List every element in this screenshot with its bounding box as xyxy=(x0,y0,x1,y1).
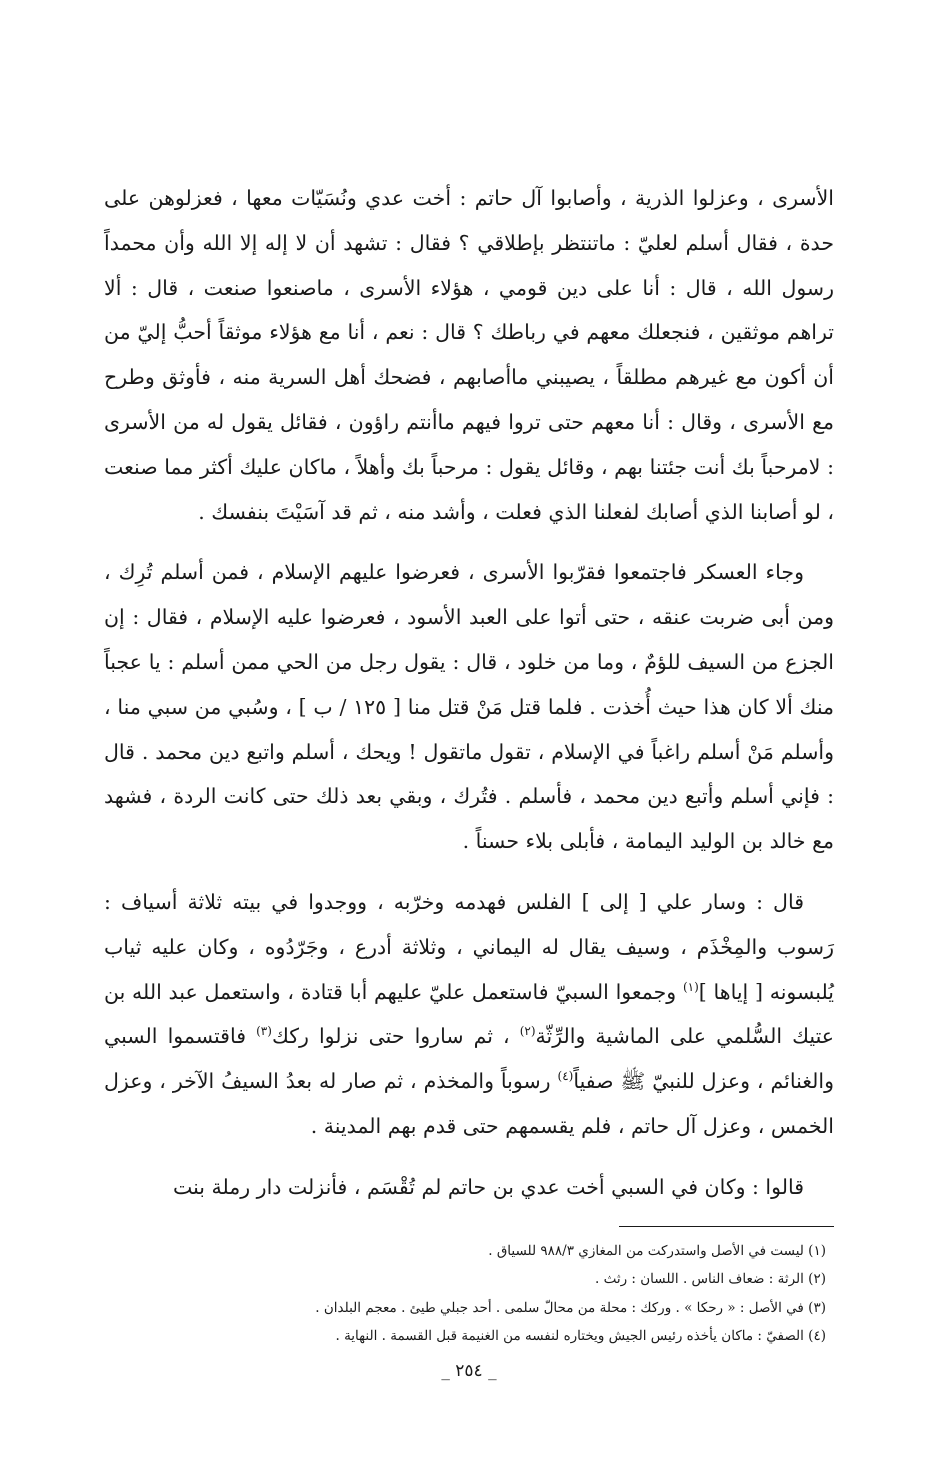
paragraph-1 xyxy=(104,176,834,534)
page-number: _ ٢٥٤ _ xyxy=(441,1360,497,1381)
footnote-ref-4: (٤) xyxy=(557,1069,574,1084)
paragraph-3-text-e: رسوباً والمخذم ، ثم صار له بعدُ السيفُ الآخر ، وعزل الخمس ، وعزل آل حاتم ، فلم يقسمهم حتى قدم بهم المدينة . xyxy=(104,1069,834,1138)
body-text xyxy=(104,176,834,1210)
document-page xyxy=(104,176,834,1381)
footnote-2: (٢) الرثة : ضعاف الناس . اللسان : رثث . xyxy=(595,1271,826,1288)
paragraph-3-text-d: فاقتسموا السبي والغنائم ، وعزل للنبيّ ﷺ صفياً xyxy=(104,1024,834,1094)
paragraph-4-text: قالوا : وكان في السبي أخت عدي بن حاتم لم تُقْسَم ، فأنزلت دار رملة بنت xyxy=(172,1174,804,1199)
paragraph-3-text-b: وجمعوا السبيّ فاستعمل عليّ عليهم أبا قتادة ، واستعمل عبد الله بن عتيك السُّلمي على الماشية والرِّثّة xyxy=(104,979,834,1049)
footnote-4: (٤) الصفيّ : ماكان يأخذه رئيس الجيش ويختاره لنفسه من الغنيمة قبل القسمة . النهاية . xyxy=(335,1328,826,1345)
footnote-1: (١) ليست في الأصل واستدركت من المغازي ٩٨٨/٣ للسياق . xyxy=(488,1242,826,1259)
footnote-3: (٣) في الأصل : « رحكا » . وركك : محلة من محالّ سلمى . أحد جبلي طيئ . معجم البلدان . xyxy=(315,1299,826,1316)
paragraph-3-text-a: قال : وسار علي [ إلى ] الفلس فهدمه وخرّبه ، ووجدوا في بيته ثلاثة أسياف : رَسوب والمِخْذَم ، وسيف يقال له اليماني ، وثلاثة أدرع ، وجَرّدُوه ، وكان عليه ثياب يُلبسونه [ إياها ] xyxy=(104,889,834,1004)
paragraph-2-text: وجاء العسكر فاجتمعوا فقرّبوا الأسرى ، فعرضوا عليهم الإسلام ، فمن أسلم تُرِك ، ومن أبى ضربت عنقه ، حتى أتوا على العبد الأسود ، فعرضوا عليه الإسلام ، فقال : إن الجزع من السيف للؤمٌ ، وما من خلود ، قال : يقول رجل من الحي ممن أسلم : يا عجباً منك ألا كان هذا حيث أُخذت . فلما قتل مَنْ قتل منا [ ١٢٥ / ب ] ، وسُبي من سبي منا ، وأسلم مَنْ أسلم راغباً في الإسلام ، تقول ماتقول ! ويحك ، أسلم واتبع دين محمد . قال : فإني أسلم وأتبع دين محمد ، فأسلم . فتُرك ، وبقي بعد ذلك حتى كانت الردة ، فشهد مع خالد بن الوليد اليمامة ، فأبلى بلاء حسناً . xyxy=(104,560,834,854)
footnote-ref-2: (٢) xyxy=(519,1024,536,1039)
footnote-ref-3: (٣) xyxy=(256,1024,272,1039)
paragraph-2 xyxy=(104,550,834,864)
paragraph-1-text: الأسرى ، وعزلوا الذرية ، وأصابوا آل حاتم : أخت عدي ونُسَيّات معها ، فعزلوهن على حدة ، فقال أسلم لعليّ : ماتنتظر بإطلاقي ؟ فقال : تشهد أن لا إله إلا الله وأن محمداً رسول الله ، قال : أنا على دين قومي ، هؤلاء الأسرى ، ماصنعوا صنعت ، قال : ألا تراهم موثقين ، فنجعلك معهم في رباطك ؟ قال : نعم ، أنا مع هؤلاء موثقاً أحبُّ إليّ من أن أكون مع غيرهم مطلقاً ، يصيبني ماأصابهم ، فضحك أهل السرية منه ، فأوثق وطرح مع الأسرى ، وقال : أنا معهم حتى تروا فيهم ماأنتم راؤون ، فقائل يقول له من الأسرى : لامرحباً بك أنت جئتنا بهم ، وقائل يقول : مرحباً بك وأهلاً ، ماكان عليك أكثر مما صنعت ، لو أصابنا الذي أصابك لفعلنا الذي فعلت ، وأشد منه ، ثم قد آسَيْتَ بنفسك . xyxy=(104,186,834,524)
footnote-separator xyxy=(619,1226,834,1227)
paragraph-4 xyxy=(104,1165,834,1210)
footnote-ref-1: (١) xyxy=(682,979,699,994)
paragraph-3 xyxy=(104,880,834,1149)
paragraph-3-text-c: ، ثم ساروا حتى نزلوا ركك xyxy=(271,1024,520,1049)
footnotes xyxy=(104,1237,834,1351)
